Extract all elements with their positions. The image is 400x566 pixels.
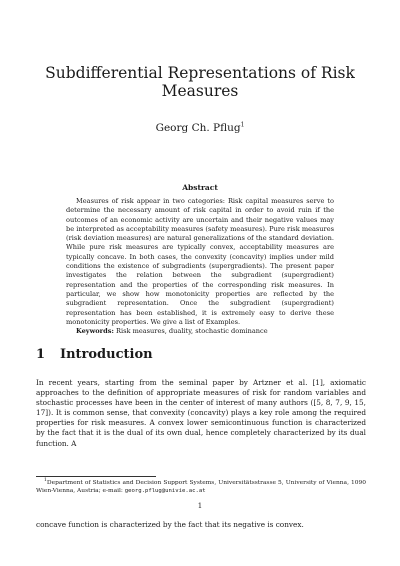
keywords-line (66, 327, 334, 336)
author-name: Georg Ch. Pflug (155, 122, 241, 134)
abstract-heading: Abstract (182, 183, 218, 192)
author-footnote-mark: 1 (240, 121, 245, 129)
footnote (36, 479, 366, 495)
page-number: 1 (197, 502, 203, 510)
abstract (66, 197, 334, 336)
author-line (40, 122, 360, 134)
intro-paragraph: In recent years, starting from the seminal paper by Artzner et al. [1], axiomatic approaches to the definition of appropriate measures of risk for random variables and stochastic processes have been in the center of interest of many authors ([5, 8, 7, 9, 15, 17]). It is common sense, that convexity (concavity) plays a key role among the required properties for risk measures. A convex lower semicontinuous function is characterized by the fact that it is the dual of its own dual, hence completely characterized by its dual function. A (36, 378, 366, 448)
abstract-text: Measures of risk appear in two categories: Risk capital measures serve to determine the necessary amount of risk capital in order to avoid ruin if the outcomes of an economic activity are uncertain and their negative values may be interpreted as acceptability measures (safety measures). Pure risk measures (risk deviation measures) are natural generalizations of the standard deviation. While pure risk measures are typically convex, acceptability measures are typically concave. In both cases, the convexity (concavity) implies under mild conditions the existence of subgradients (supergradients). The present paper investigates the relation between the subgradient (supergradient) representation and the properties of the corresponding risk measures. In particular, we show how monotonicity properties are reflected by the subgradient representation. Once the subgradient (supergradient) representation has been established, it is extremely easy to derive these monotonicity properties. We give a list of Examples. (66, 197, 334, 326)
intro-paragraph-tail: concave function is characterized by the fact that its negative is convex. (36, 520, 304, 529)
keywords-text: Risk measures, duality, stochastic dominance (116, 327, 268, 336)
keywords-label: Keywords: (76, 327, 114, 336)
footnote-rule (36, 476, 156, 477)
footnote-mark: 1 (44, 478, 47, 484)
section-heading (36, 347, 366, 363)
footnote-text: Department of Statistics and Decision Support Systems, Universitätsstrasse 5, University of Vienna, 1090 Wien-Vienna, Austria; e-mail: (36, 480, 366, 494)
section-number: 1 (36, 347, 46, 362)
footnote-email: georg.pflug@univie.ac.at (124, 488, 206, 494)
paper-title: Subdifferential Representations of Risk Measures (45, 64, 355, 100)
section-title: Introduction (60, 347, 153, 362)
